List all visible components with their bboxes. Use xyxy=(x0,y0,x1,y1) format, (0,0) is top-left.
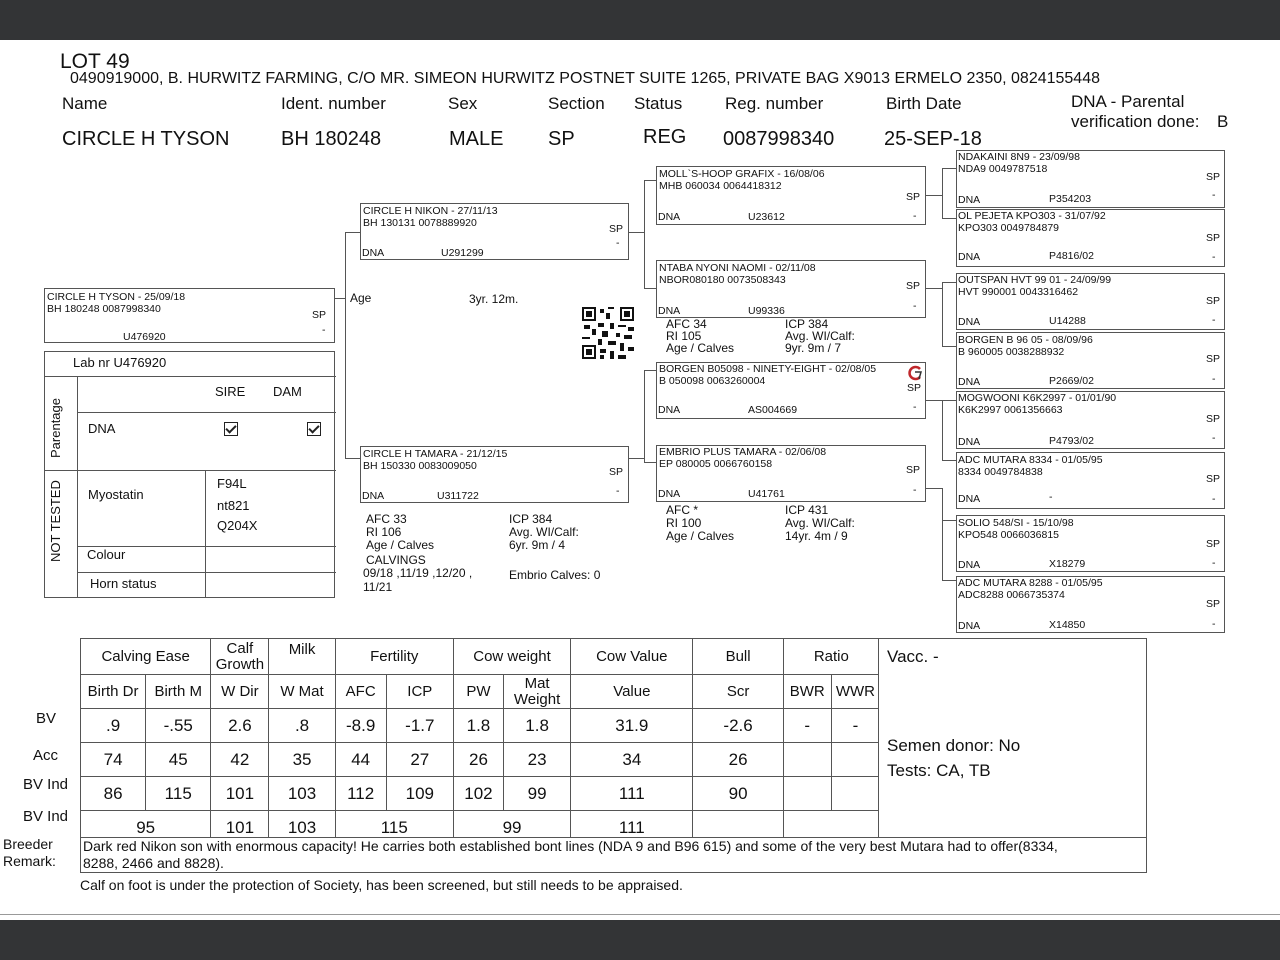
ggp-ids: ADC8288 0066735374 xyxy=(958,589,1065,601)
dam-calvings: CALVINGS xyxy=(366,553,426,567)
dam-icp: ICP 384 xyxy=(509,512,553,526)
pedigree-line xyxy=(345,232,346,458)
bvind-cell: 101 xyxy=(211,777,269,811)
bv-cell: -8.9 xyxy=(335,709,386,743)
group-calf-growth xyxy=(211,639,269,675)
divider xyxy=(77,376,78,598)
dam-title: CIRCLE H TAMARA - 21/12/15 xyxy=(363,448,508,460)
dam-dna-label: DNA xyxy=(362,490,385,502)
dam-sp: SP xyxy=(609,466,624,478)
gp-ids: EP 080005 0066760158 xyxy=(659,458,773,470)
sub-mat-weight xyxy=(504,675,571,709)
pedigree-line xyxy=(942,168,943,218)
group-bull: Bull xyxy=(693,639,783,675)
parentage-label: Parentage xyxy=(48,398,63,458)
vaccination-box xyxy=(878,638,1147,839)
ggp-sp: SP xyxy=(1206,171,1221,183)
acc-cell: 27 xyxy=(386,743,453,777)
ggp-dna: X18279 xyxy=(1049,558,1086,570)
bv-cell: -.55 xyxy=(146,709,211,743)
group-milk: Milk xyxy=(269,639,335,675)
ggp-dash: - xyxy=(1212,251,1216,263)
sub-scr: Scr xyxy=(693,675,783,709)
acc-cell: 35 xyxy=(269,743,335,777)
gp-dash: - xyxy=(913,401,917,413)
bv-cell: .8 xyxy=(269,709,335,743)
tests: Tests: CA, TB xyxy=(887,761,991,780)
ggp-sp: SP xyxy=(1206,473,1221,485)
not-tested-label: NOT TESTED xyxy=(48,480,63,562)
pedigree-line xyxy=(926,400,942,401)
sub-afc: AFC xyxy=(335,675,386,709)
gp-age-calves: Age / Calves xyxy=(666,529,735,543)
bvind2-cell: 111 xyxy=(571,811,693,845)
gp-dna-label: DNA xyxy=(658,305,681,317)
dam-calving-dates: 09/18 ,11/19 ,12/20 , xyxy=(363,566,473,580)
pedigree-line xyxy=(942,218,956,219)
pedigree-line xyxy=(644,370,645,462)
gp-dna: U41761 xyxy=(748,488,785,500)
great-grandparent-box xyxy=(956,150,1225,208)
gp-title: MOLL`S-HOOP GRAFIX - 16/08/06 xyxy=(659,168,825,180)
dam-col: DAM xyxy=(273,384,302,399)
remark-label: Breeder xyxy=(3,836,53,852)
bvind-cell: 99 xyxy=(504,777,571,811)
pedigree-line xyxy=(942,282,956,283)
gp-avg-value: 9yr. 9m / 7 xyxy=(785,341,842,355)
acc-cell xyxy=(831,743,879,777)
gp-avg-label: Avg. WI/Calf: xyxy=(785,516,855,530)
sub-w-mat: W Mat xyxy=(269,675,335,709)
gp-sp: SP xyxy=(906,464,921,476)
gp-dna-label: DNA xyxy=(658,211,681,223)
myo-value-1: F94L xyxy=(217,476,247,491)
pedigree-line xyxy=(644,180,645,288)
ggp-title: SOLIO 548/SI - 15/10/98 xyxy=(958,517,1074,529)
bv-cell: .9 xyxy=(81,709,146,743)
ggp-title: BORGEN B 96 05 - 08/09/96 xyxy=(958,334,1093,346)
ggp-ids: B 960005 0038288932 xyxy=(958,346,1065,358)
gp-ids: NBOR080180 0073508343 xyxy=(659,274,786,286)
divider xyxy=(205,470,206,598)
acc-cell: 45 xyxy=(146,743,211,777)
acc-cell xyxy=(783,743,831,777)
gp-ri: RI 100 xyxy=(666,516,702,530)
acc-cell: 42 xyxy=(211,743,269,777)
pedigree-line xyxy=(942,520,956,521)
pedigree-line xyxy=(345,458,360,459)
pedigree-line xyxy=(629,232,644,233)
ggp-dna-label: DNA xyxy=(958,493,981,505)
divider xyxy=(45,470,336,471)
ggp-dna: - xyxy=(1049,491,1053,503)
ggp-dna-label: DNA xyxy=(958,620,981,632)
animal-reg: 0087998340 xyxy=(723,128,835,150)
ggp-dna-label: DNA xyxy=(958,376,981,388)
ggp-dash: - xyxy=(1212,618,1216,630)
pedigree-line xyxy=(926,288,942,289)
gp-dash: - xyxy=(913,300,917,312)
sub-birth-m: Birth M xyxy=(146,675,211,709)
ggp-sp: SP xyxy=(1206,538,1221,550)
ggp-dash: - xyxy=(1212,373,1216,385)
top-bar xyxy=(0,0,1280,40)
gp-dna-label: DNA xyxy=(658,488,681,500)
semen-donor: Semen donor: No xyxy=(887,736,1021,755)
ggp-dna: P4816/02 xyxy=(1049,250,1094,262)
pedigree-line xyxy=(335,298,345,299)
hdr-dna2: verification done: xyxy=(1071,112,1200,131)
bvind-cell: 90 xyxy=(693,777,783,811)
gp-title: NTABA NYONI NAOMI - 02/11/08 xyxy=(659,262,816,274)
ggp-title: OUTSPAN HVT 99 01 - 24/09/99 xyxy=(958,274,1112,286)
sire-sp: SP xyxy=(609,223,624,235)
ggp-ids: 8334 0049784838 xyxy=(958,466,1043,478)
remark-label-2: Remark: xyxy=(3,853,56,869)
ggp-sp: SP xyxy=(1206,353,1221,365)
divider xyxy=(77,412,336,413)
gp-sp: SP xyxy=(907,382,922,394)
horn-label: Horn status xyxy=(90,576,157,591)
pedigree-line xyxy=(942,346,956,347)
group-fertility: Fertility xyxy=(335,639,453,675)
remark-text: Dark red Nikon son with enormous capacity! He carries both established bont lines (NDA 9 and B96 615) and some of the very best Mutara had to offer(8334, xyxy=(83,838,1058,854)
pedigree-line xyxy=(644,370,656,371)
breeding-values-table xyxy=(80,638,880,845)
great-grandparent-box xyxy=(956,452,1225,509)
calf-growth-line-1: Calf xyxy=(226,639,254,657)
footer-note: Calf on foot is under the protection of Society, has been screened, but still needs to be appraised. xyxy=(80,877,683,893)
qr-code-icon xyxy=(582,307,634,359)
ggp-dna-label: DNA xyxy=(958,194,981,206)
myo-value-3: Q204X xyxy=(217,518,258,533)
bvind-cell: 111 xyxy=(571,777,693,811)
acc-cell: 26 xyxy=(453,743,503,777)
great-grandparent-box xyxy=(956,515,1225,572)
hdr-ident: Ident. number xyxy=(281,94,386,113)
gp-age-calves: Age / Calves xyxy=(666,341,735,355)
ggp-ids: NDA9 0049787518 xyxy=(958,163,1048,175)
gp-dna: AS004669 xyxy=(748,404,798,416)
sire-dna: U291299 xyxy=(441,247,484,259)
row-label-bv-ind-2: BV Ind xyxy=(23,808,69,825)
animal-status: REG xyxy=(643,126,687,148)
bvind-cell: 115 xyxy=(146,777,211,811)
myo-value-2: nt821 xyxy=(217,498,250,513)
dam-dna-checkbox-icon xyxy=(307,422,321,436)
acc-cell: 34 xyxy=(571,743,693,777)
sire-ids: BH 130131 0078889920 xyxy=(363,217,477,229)
grandparent-box xyxy=(656,362,926,419)
gp-ids: MHB 060034 0064418312 xyxy=(659,180,782,192)
gp-icp: ICP 431 xyxy=(785,503,829,517)
ggp-dna: U14288 xyxy=(1049,315,1086,327)
gp-dna: U23612 xyxy=(748,211,785,223)
dam-afc: AFC 33 xyxy=(366,512,407,526)
bottom-rule xyxy=(0,914,1280,915)
dam-dash: - xyxy=(616,485,620,497)
ggp-dna-label: DNA xyxy=(958,316,981,328)
hdr-section: Section xyxy=(548,94,605,113)
bvind-cell: 102 xyxy=(453,777,503,811)
dam-avg-value: 6yr. 9m / 4 xyxy=(509,538,566,552)
dam-embrio-calves: Embrio Calves: 0 xyxy=(509,568,601,582)
bvind2-cell: 95 xyxy=(81,811,211,845)
grandparent-box xyxy=(656,445,926,502)
ggp-title: NDAKAINI 8N9 - 23/09/98 xyxy=(958,151,1080,163)
sub-bwr: BWR xyxy=(783,675,831,709)
bv-cell: 2.6 xyxy=(211,709,269,743)
bv-cell: 1.8 xyxy=(453,709,503,743)
pedigree-line xyxy=(926,195,942,196)
gp-icp: ICP 384 xyxy=(785,317,829,331)
breeder-logo-icon xyxy=(907,365,923,381)
acc-cell: 44 xyxy=(335,743,386,777)
dam-calving-dates-2: 11/21 xyxy=(363,580,393,594)
age-value: 3yr. 12m. xyxy=(469,292,519,306)
sire-title: CIRCLE H NIKON - 27/11/13 xyxy=(363,205,498,217)
animal-dna-verified: B xyxy=(1217,112,1229,131)
age-label: Age xyxy=(350,291,372,305)
ggp-sp: SP xyxy=(1206,413,1221,425)
gp-title: BORGEN B05098 - NINETY-EIGHT - 02/08/05 xyxy=(659,363,877,375)
hdr-dna1: DNA - Parental xyxy=(1071,92,1185,111)
pedigree-line xyxy=(942,400,943,460)
pedigree-line xyxy=(644,288,656,289)
animal-section: SP xyxy=(548,128,575,150)
ggp-ids: KPO303 0049784879 xyxy=(958,222,1060,234)
gp-sp: SP xyxy=(906,191,921,203)
sub-birth-dr: Birth Dr xyxy=(81,675,146,709)
acc-cell: 23 xyxy=(504,743,571,777)
bv-cell: - xyxy=(831,709,879,743)
gp-ids: B 050098 0063260004 xyxy=(659,375,766,387)
colour-label: Colour xyxy=(87,547,126,562)
pedigree-line xyxy=(629,458,644,459)
acc-cell: 74 xyxy=(81,743,146,777)
main-sp: SP xyxy=(312,309,327,321)
ggp-dash: - xyxy=(1212,432,1216,444)
sire-dna-checkbox-icon xyxy=(224,422,238,436)
sire-col: SIRE xyxy=(215,384,246,399)
bv-cell: 1.8 xyxy=(504,709,571,743)
gp-dna-label: DNA xyxy=(658,404,681,416)
ggp-dna: P4793/02 xyxy=(1049,435,1094,447)
group-ratio: Ratio xyxy=(783,639,879,675)
pedigree-line xyxy=(942,580,956,581)
gp-sp: SP xyxy=(906,280,921,292)
animal-sex: MALE xyxy=(449,128,504,150)
sub-pw: PW xyxy=(453,675,503,709)
lab-number: Lab nr U476920 xyxy=(73,355,167,370)
group-calving-ease: Calving Ease xyxy=(81,639,211,675)
pedigree-line xyxy=(942,282,943,346)
dam-avg-label: Avg. WI/Calf: xyxy=(509,525,579,539)
ggp-dna-label: DNA xyxy=(958,251,981,263)
main-title: CIRCLE H TYSON - 25/09/18 xyxy=(47,291,186,303)
pedigree-line xyxy=(345,232,360,233)
gp-dash: - xyxy=(913,210,917,222)
weight-line: Weight xyxy=(513,690,561,708)
sire-dash: - xyxy=(616,237,620,249)
dam-ids: BH 150330 0083009050 xyxy=(363,460,477,472)
sire-box xyxy=(360,203,629,260)
pedigree-line xyxy=(942,168,956,169)
dam-ri: RI 106 xyxy=(366,525,402,539)
ggp-ids: K6K2997 0061356663 xyxy=(958,404,1063,416)
ggp-dna: P2669/02 xyxy=(1049,375,1094,387)
myostatin-label: Myostatin xyxy=(88,487,144,502)
bvind-cell: 109 xyxy=(386,777,453,811)
ggp-title: OL PEJETA KPO303 - 31/07/92 xyxy=(958,210,1106,222)
remark-box xyxy=(80,837,1147,873)
pedigree-line xyxy=(644,180,656,181)
hdr-birth: Birth Date xyxy=(886,94,962,113)
remark-text-2: 8288, 2466 and 8828). xyxy=(83,855,224,871)
sub-icp: ICP xyxy=(386,675,453,709)
ggp-sp: SP xyxy=(1206,598,1221,610)
animal-ident: BH 180248 xyxy=(281,128,382,150)
great-grandparent-box xyxy=(956,273,1225,330)
lot-number: LOT 49 xyxy=(60,50,130,73)
great-grandparent-box xyxy=(956,576,1225,633)
ggp-dash: - xyxy=(1212,493,1216,505)
row-label-acc: Acc xyxy=(33,747,59,764)
divider xyxy=(45,376,336,377)
great-grandparent-box xyxy=(956,209,1225,267)
bvind2-cell: 99 xyxy=(453,811,570,845)
gp-afc: AFC * xyxy=(666,503,699,517)
ggp-dna-label: DNA xyxy=(958,436,981,448)
row-label-bv: BV xyxy=(36,710,57,727)
ggp-dna: X14850 xyxy=(1049,619,1086,631)
ggp-dna-label: DNA xyxy=(958,559,981,571)
bvind2-cell: 103 xyxy=(269,811,335,845)
pedigree-line xyxy=(942,460,956,461)
gp-dna: U99336 xyxy=(748,305,785,317)
bvind2-cell: 101 xyxy=(211,811,269,845)
bv-cell: 31.9 xyxy=(571,709,693,743)
ggp-dash: - xyxy=(1212,189,1216,201)
gp-dash: - xyxy=(913,484,917,496)
bv-cell: -2.6 xyxy=(693,709,783,743)
grandparent-box xyxy=(656,260,926,318)
dam-box xyxy=(360,446,629,503)
bvind-cell: 112 xyxy=(335,777,386,811)
divider xyxy=(77,572,336,573)
sub-wwr: WWR xyxy=(831,675,879,709)
main-dash: - xyxy=(322,324,326,336)
pedigree-line xyxy=(926,488,942,489)
group-cow-weight: Cow weight xyxy=(453,639,570,675)
bvind-cell xyxy=(783,777,831,811)
bvind-cell: 103 xyxy=(269,777,335,811)
gp-title: EMBRIO PLUS TAMARA - 02/06/08 xyxy=(659,446,827,458)
dam-age-calves: Age / Calves xyxy=(366,538,435,552)
pedigree-line xyxy=(942,400,956,401)
dna-label: DNA xyxy=(88,421,116,436)
grandparent-box xyxy=(656,166,926,225)
sub-w-dir: W Dir xyxy=(211,675,269,709)
acc-cell: 26 xyxy=(693,743,783,777)
bvind2-cell: 115 xyxy=(335,811,453,845)
ggp-title: ADC MUTARA 8288 - 01/05/95 xyxy=(958,577,1103,589)
gp-avg-value: 14yr. 4m / 9 xyxy=(785,529,848,543)
sub-value: Value xyxy=(571,675,693,709)
pedigree-line xyxy=(644,462,656,463)
ggp-ids: HVT 990001 0043316462 xyxy=(958,286,1079,298)
ggp-dash: - xyxy=(1212,557,1216,569)
gp-avg-label: Avg. WI/Calf: xyxy=(785,329,855,343)
ggp-ids: KPO548 0066036815 xyxy=(958,529,1060,541)
hdr-sex: Sex xyxy=(448,94,478,113)
owner-line: 0490919000, B. HURWITZ FARMING, C/O MR. SIMEON HURWITZ POSTNET SUITE 1265, PRIVATE BAG X9013 ERMELO 2350, 0824155448 xyxy=(70,70,1100,87)
lab-box xyxy=(44,351,335,598)
animal-name: CIRCLE H TYSON xyxy=(62,128,230,150)
bottom-bar xyxy=(0,920,1280,960)
animal-birth: 25-SEP-18 xyxy=(884,128,982,150)
ggp-dna: P354203 xyxy=(1049,193,1092,205)
gp-ri: RI 105 xyxy=(666,329,702,343)
dam-dna: U311722 xyxy=(437,490,479,502)
great-grandparent-box xyxy=(956,332,1225,389)
bvind-cell xyxy=(831,777,879,811)
group-cow-value: Cow Value xyxy=(571,639,693,675)
calf-growth-line-2: Growth xyxy=(215,655,265,673)
main-dna: U476920 xyxy=(123,331,166,343)
ggp-title: ADC MUTARA 8334 - 01/05/95 xyxy=(958,454,1103,466)
mat-line: Mat xyxy=(524,674,550,692)
hdr-name: Name xyxy=(62,94,108,113)
bv-cell: -1.7 xyxy=(386,709,453,743)
ggp-sp: SP xyxy=(1206,295,1221,307)
row-label-bv-ind: BV Ind xyxy=(23,776,69,793)
gp-afc: AFC 34 xyxy=(666,317,707,331)
ggp-title: MOGWOONI K6K2997 - 01/01/90 xyxy=(958,392,1117,404)
vacc-label: Vacc. - xyxy=(887,647,939,666)
hdr-reg: Reg. number xyxy=(725,94,824,113)
main-animal-box xyxy=(44,288,335,343)
ggp-dash: - xyxy=(1212,314,1216,326)
pedigree-line xyxy=(942,488,943,580)
main-ids: BH 180248 0087998340 xyxy=(47,303,161,315)
bvind-cell: 86 xyxy=(81,777,146,811)
ggp-sp: SP xyxy=(1206,232,1221,244)
hdr-status: Status xyxy=(634,94,683,113)
sire-dna-label: DNA xyxy=(362,247,385,259)
great-grandparent-box xyxy=(956,391,1225,449)
bv-cell: - xyxy=(783,709,831,743)
